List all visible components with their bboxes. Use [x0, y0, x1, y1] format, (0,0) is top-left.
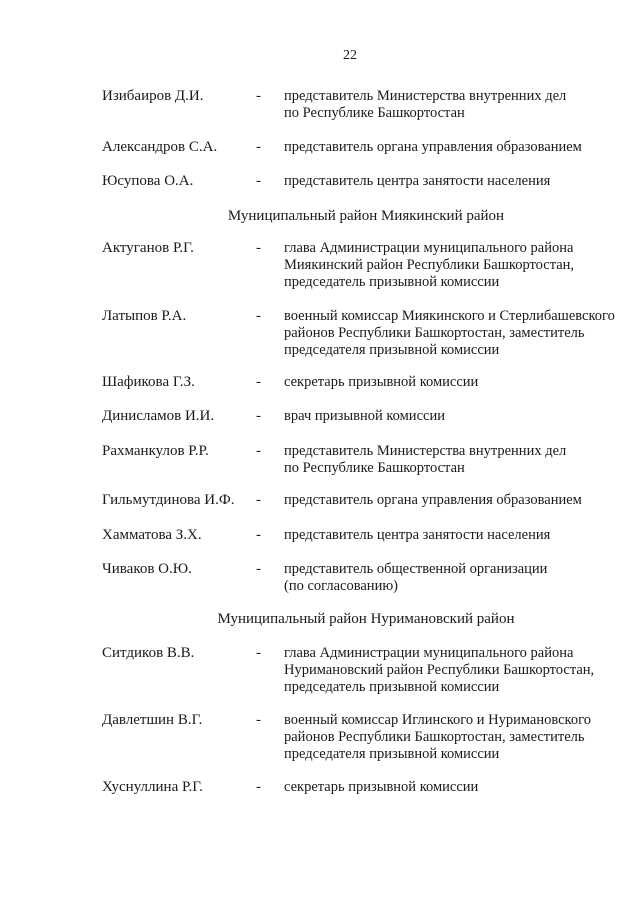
- dash-separator: -: [256, 173, 261, 189]
- section-heading-miyakinsky: Муниципальный район Миякинский район: [227, 208, 505, 224]
- role-line: глава Администрации муниципального района: [284, 645, 574, 661]
- list-item: [0, 308, 640, 368]
- member-role: [284, 443, 640, 477]
- role-line: представитель Министерства внутренних дел: [284, 88, 567, 104]
- member-role: [284, 561, 640, 595]
- role-line: военный комиссар Иглинского и Нуримановского: [284, 712, 591, 728]
- dash-separator: -: [256, 712, 261, 728]
- role-line: районов Республики Башкортостан, заместитель: [284, 729, 585, 745]
- role-line: секретарь призывной комиссии: [284, 779, 479, 795]
- section-heading-nurimanovsky: Муниципальный район Нуримановский район: [217, 611, 515, 627]
- dash-separator: -: [256, 527, 261, 543]
- member-name: Динисламов И.И.: [102, 408, 215, 424]
- member-role: [284, 779, 640, 796]
- dash-separator: -: [256, 408, 261, 424]
- role-line: представитель органа управления образованием: [284, 139, 582, 155]
- dash-separator: -: [256, 308, 261, 324]
- member-name: Чиваков О.Ю.: [102, 561, 192, 577]
- dash-separator: -: [256, 492, 261, 508]
- role-line: врач призывной комиссии: [284, 408, 445, 424]
- dash-separator: -: [256, 443, 261, 459]
- dash-separator: -: [256, 645, 261, 661]
- role-line: представитель Министерства внутренних дел: [284, 443, 567, 459]
- role-line: по Республике Башкортостан: [284, 460, 465, 476]
- role-line: председателя призывной комиссии: [284, 342, 500, 358]
- role-line: районов Республики Башкортостан, заместитель: [284, 325, 585, 341]
- member-name: Юсупова О.А.: [102, 173, 194, 189]
- role-line: представитель центра занятости населения: [284, 527, 551, 543]
- role-line: представитель центра занятости населения: [284, 173, 551, 189]
- member-name: Александров С.А.: [102, 139, 218, 155]
- member-role: [284, 139, 640, 156]
- list-item: [0, 779, 640, 839]
- member-role: [284, 240, 640, 291]
- member-role: [284, 308, 640, 359]
- list-item: [0, 712, 640, 772]
- role-line: председатель призывной комиссии: [284, 274, 500, 290]
- member-name: Хуснуллина Р.Г.: [102, 779, 203, 795]
- list-item: [0, 240, 640, 300]
- member-role: [284, 88, 640, 122]
- member-role: [284, 492, 640, 509]
- role-line: председатель призывной комиссии: [284, 679, 500, 695]
- dash-separator: -: [256, 374, 261, 390]
- member-name: Латыпов Р.А.: [102, 308, 187, 324]
- dash-separator: -: [256, 561, 261, 577]
- member-name: Хамматова З.Х.: [102, 527, 202, 543]
- page-number: 22: [343, 48, 357, 63]
- role-line: секретарь призывной комиссии: [284, 374, 479, 390]
- member-role: [284, 173, 640, 190]
- member-name: Изибаиров Д.И.: [102, 88, 204, 104]
- member-name: Рахманкулов Р.Р.: [102, 443, 209, 459]
- role-line: военный комиссар Миякинского и Стерлибашевского: [284, 308, 615, 324]
- dash-separator: -: [256, 139, 261, 155]
- member-name: Давлетшин В.Г.: [102, 712, 203, 728]
- dash-separator: -: [256, 779, 261, 795]
- member-name: Ситдиков В.В.: [102, 645, 195, 661]
- list-item: [0, 645, 640, 705]
- role-line: Миякинский район Республики Башкортостан,: [284, 257, 575, 273]
- role-line: представитель органа управления образованием: [284, 492, 582, 508]
- member-role: [284, 408, 640, 425]
- member-role: [284, 645, 640, 696]
- member-name: Гильмутдинова И.Ф.: [102, 492, 235, 508]
- role-line: председателя призывной комиссии: [284, 746, 500, 762]
- member-role: [284, 374, 640, 391]
- dash-separator: -: [256, 88, 261, 104]
- member-role: [284, 527, 640, 544]
- member-role: [284, 712, 640, 763]
- role-line: Нуримановский район Республики Башкортостан,: [284, 662, 595, 678]
- role-line: глава Администрации муниципального района: [284, 240, 574, 256]
- dash-separator: -: [256, 240, 261, 256]
- role-line: (по согласованию): [284, 578, 398, 594]
- member-name: Шафикова Г.З.: [102, 374, 195, 390]
- member-name: Актуганов Р.Г.: [102, 240, 194, 256]
- role-line: по Республике Башкортостан: [284, 105, 465, 121]
- role-line: представитель общественной организации: [284, 561, 548, 577]
